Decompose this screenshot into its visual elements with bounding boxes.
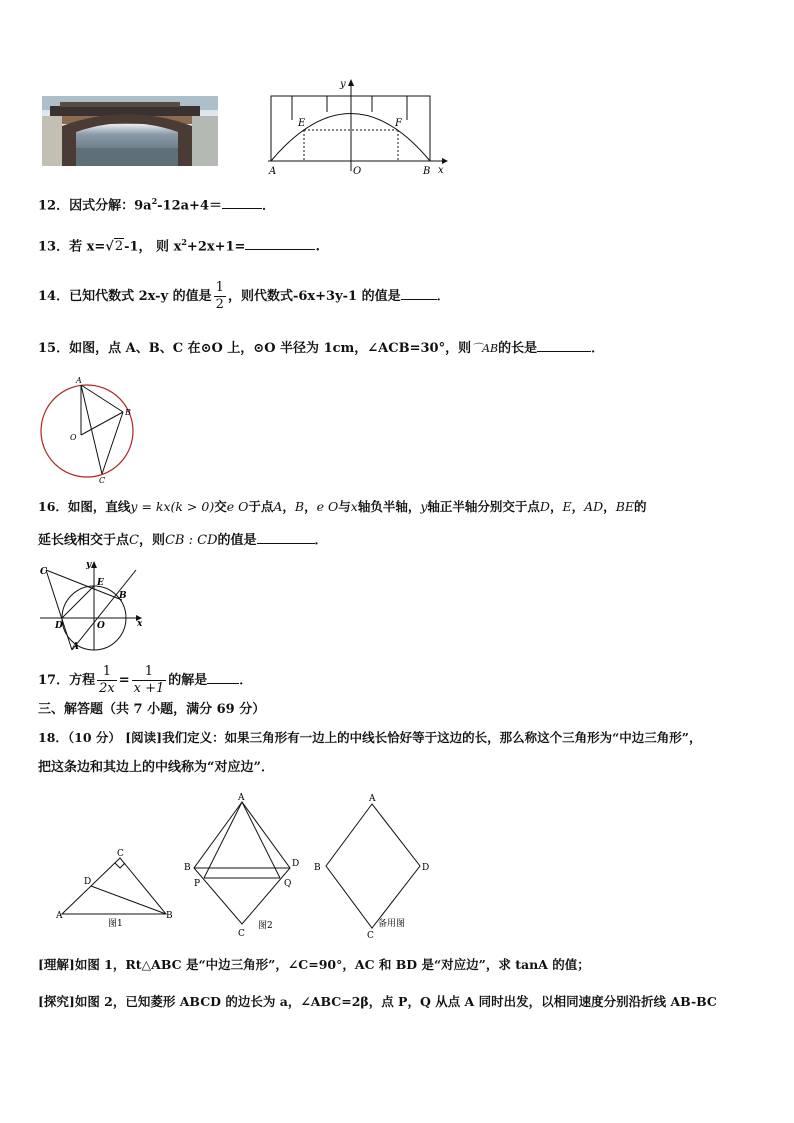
label-C: C	[40, 567, 48, 577]
label-y: y	[340, 79, 346, 90]
label-B: B	[125, 408, 131, 417]
label-B: B	[166, 911, 173, 921]
figure-1-caption: 图1	[108, 919, 123, 929]
bridge-arch-figure	[262, 76, 452, 178]
figure-1-triangle	[54, 846, 182, 930]
label-A: A	[269, 166, 277, 177]
circle-figure-15	[34, 374, 144, 484]
q15-rest: 的长是	[498, 341, 538, 356]
q14-prefix: 14．已知代数式 2x-y 的值是	[38, 289, 212, 304]
question-16-line-2: 延长线相交于点C，则CB : CD的值是 ．	[38, 529, 328, 551]
label-E: E	[97, 578, 104, 588]
q16-answer-blank[interactable]	[257, 529, 315, 544]
figure-2-caption: 图2	[258, 921, 273, 931]
question-18-line-2: 把这条边和其边上的中线称为“对应边”．	[38, 760, 274, 775]
label-A: A	[76, 376, 82, 385]
q14-fraction: $\frac{1}{2}$	[215, 280, 224, 312]
q13-sqrt: √2	[105, 239, 124, 255]
q15-arc: ⌒AB	[471, 342, 499, 355]
q14-end: ．	[436, 289, 450, 304]
q13-end: .	[315, 239, 320, 255]
question-18-line-1: 18．（10 分） [阅读]我们定义：如果三角形有一边上的中线长恰好等于这边的长，那么称这个三角形为“中边三角形”，	[38, 730, 702, 745]
q15-text: 15．如图，点 A、B、C 在⊙O 上，⊙O 半径为 1cm，∠ACB=30°，则	[38, 341, 472, 356]
label-B: B	[119, 591, 127, 601]
question-15	[38, 337, 604, 359]
label-B: B	[423, 166, 431, 177]
circle-figure-16	[36, 558, 146, 654]
q12-answer-blank[interactable]	[222, 194, 262, 209]
label-O: O	[70, 433, 77, 442]
question-16-line-1: 16．如图，直线y = kx(k > 0)交e O于点A，B，e O与x轴负半轴，y轴正半轴分别交于点D，E，AD，BE的	[38, 499, 647, 514]
q13-answer-blank[interactable]	[245, 235, 315, 250]
label-D: D	[84, 877, 92, 887]
q16-ratio: CB : CD	[164, 533, 218, 548]
label-A: A	[56, 911, 63, 921]
label-E: E	[298, 118, 306, 129]
q13-mid: -1， 则 x	[124, 239, 182, 255]
q13-sup: 2	[181, 237, 187, 247]
question-17: 17．方程 $\frac{1}{2x}$ = $\frac{1}{x +1}$ 的解是 ．	[38, 664, 253, 696]
label-D: D	[55, 621, 63, 631]
label-B: B	[314, 863, 321, 873]
q14-rest: ，则代数式-6x+3y-1 的值是	[227, 289, 401, 304]
question-12	[38, 191, 275, 216]
understand-paragraph: [理解]如图 1，Rt△ABC 是“中边三角形”，∠C=90°，AC 和 BD 是“对应边”，求 tanA 的值；	[38, 957, 590, 972]
figure-3-spare-rhombus	[310, 790, 438, 942]
label-F: F	[395, 118, 402, 129]
label-x: x	[438, 165, 444, 176]
label-y: y	[86, 560, 92, 570]
q12-end: ．	[262, 198, 276, 214]
label-D: D	[422, 863, 430, 873]
q13-radicand: 2	[114, 239, 124, 255]
q15-end: ．	[591, 341, 605, 356]
question-14	[38, 280, 450, 313]
label-O: O	[97, 621, 105, 631]
q12-rest: -12a+4＝	[157, 198, 222, 214]
label-B: B	[184, 863, 191, 873]
q12-sup: 2	[151, 196, 158, 206]
figure-2-rhombus	[180, 790, 310, 940]
q12-prefix: 12．因式分解：9a	[38, 198, 152, 214]
label-x: x	[137, 619, 143, 629]
label-C: C	[99, 476, 106, 484]
label-D: D	[292, 859, 300, 869]
q14-answer-blank[interactable]	[401, 285, 437, 300]
q13-rest: +2x+1=	[186, 239, 246, 255]
question-13	[38, 232, 320, 257]
label-C: C	[238, 929, 245, 939]
q17-answer-blank[interactable]	[207, 669, 239, 684]
label-A: A	[369, 794, 376, 804]
q15-answer-blank[interactable]	[537, 337, 591, 352]
label-P: P	[194, 879, 201, 889]
label-C: C	[117, 849, 124, 859]
q17-fraction-right: $\frac{1}{x +1}$	[133, 664, 165, 696]
label-C: C	[367, 931, 374, 941]
label-O: O	[353, 166, 362, 177]
explore-paragraph: [探究]如图 2，已知菱形 ABCD 的边长为 a，∠ABC=2β，点 P，Q 从点 A 同时出发，以相同速度分别沿折线 AB-BC	[38, 994, 717, 1009]
bridge-photo	[42, 96, 218, 166]
q13-prefix: 13．若 x=	[38, 239, 106, 255]
label-A: A	[238, 793, 245, 803]
q17-fraction-left: $\frac{1}{2x}$	[99, 664, 115, 696]
label-Q: Q	[284, 879, 292, 889]
q16-equation: y = kx(k > 0)	[130, 499, 215, 514]
figure-3-caption: 备用图	[378, 919, 406, 929]
label-A: A	[72, 642, 79, 652]
section-heading: 三、解答题（共 7 小题，满分 69 分）	[38, 702, 266, 717]
